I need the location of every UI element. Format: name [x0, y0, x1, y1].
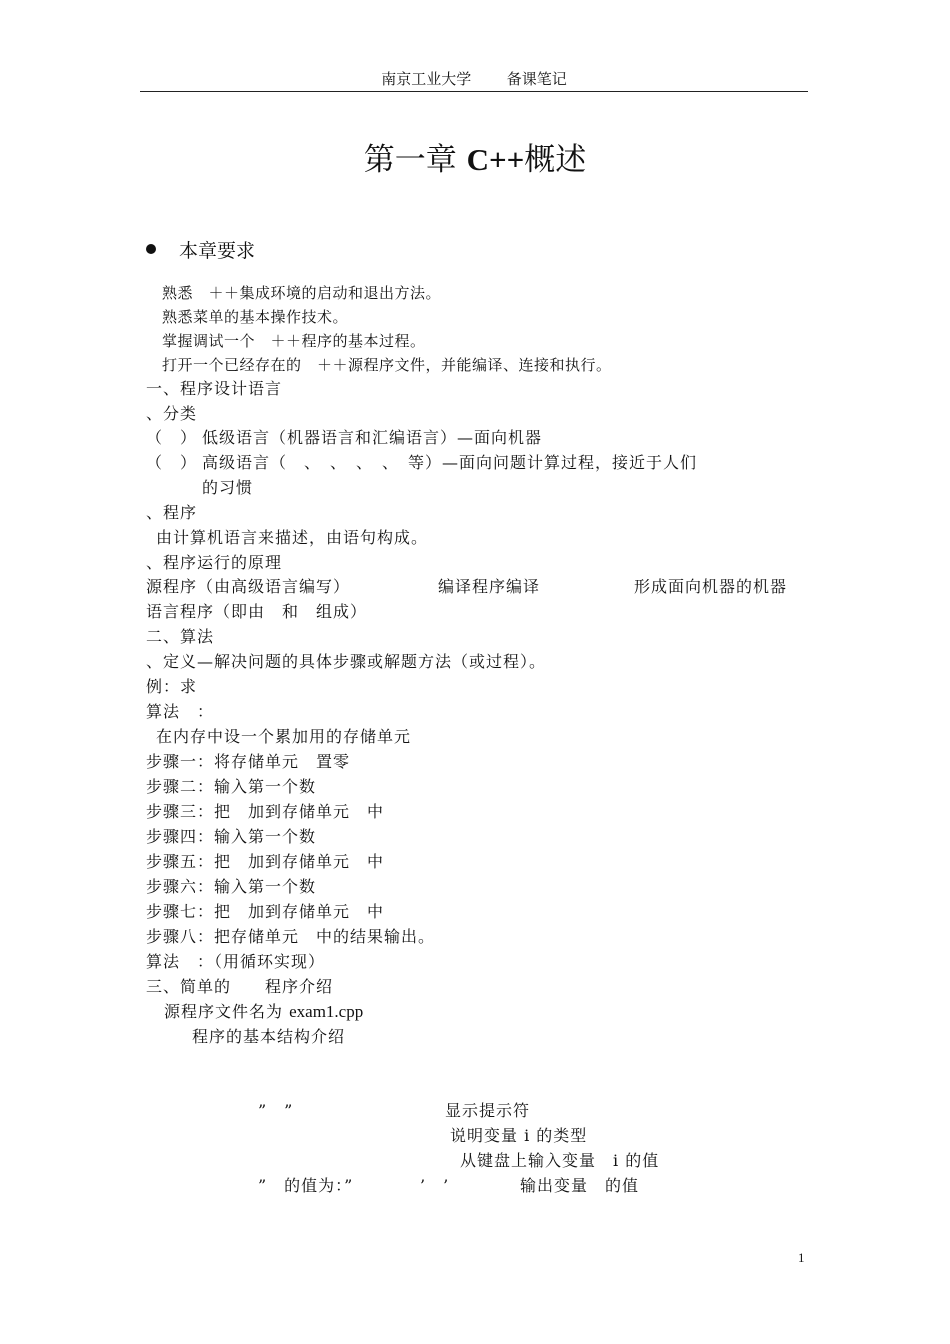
- step-item: 步骤五：把 加到存储单元 中: [146, 852, 385, 871]
- body-text: 语言程序（即由 和 组成）: [146, 602, 368, 621]
- body-text: 在内存中设一个累加用的存储单元: [156, 727, 412, 746]
- paren-marker: （ ）: [146, 428, 198, 447]
- body-text: 编译程序编译: [438, 577, 541, 596]
- body-text: 例：求: [146, 677, 198, 696]
- step-item: 步骤七：把 加到存储单元 中: [146, 902, 385, 921]
- code-comment: 输出变量 的值: [520, 1176, 640, 1195]
- heading-3: 三、简单的 程序介绍: [146, 977, 334, 996]
- heading-2: 二、算法: [146, 627, 215, 646]
- body-text: 形成面向机器的机器: [634, 577, 788, 596]
- body-text: 算法 ：（用循环实现）: [146, 952, 326, 971]
- requirement-item: 熟悉 ＋＋集成环境的启动和退出方法。: [162, 284, 442, 302]
- body-text: 算法 ：: [146, 702, 215, 721]
- body-text: 低级语言（机器语言和汇编语言）—面向机器: [202, 428, 543, 447]
- code-comment: 从键盘上输入变量 i 的值: [460, 1151, 660, 1170]
- body-text: 高级语言（ 、 、 、 、 等）—面向问题计算过程，接近于人们: [202, 453, 698, 472]
- source-file-name: exam1.cpp: [289, 1002, 364, 1021]
- code-comment: 显示提示符: [445, 1101, 531, 1120]
- chapter-title: [0, 134, 950, 179]
- section-heading-text: 本章要求: [179, 240, 256, 262]
- step-item: 步骤六：输入第一个数: [146, 877, 317, 896]
- header-rule: [140, 91, 808, 92]
- source-file-line: [164, 1002, 363, 1022]
- page-header: [140, 68, 808, 89]
- subheading: 、程序: [146, 503, 198, 522]
- body-text: 由计算机语言来描述，由语句构成。: [156, 528, 429, 547]
- requirement-item: 熟悉菜单的基本操作技术。: [162, 308, 349, 326]
- source-file-label: 源程序文件名为: [164, 1002, 284, 1021]
- subheading: 、定义—解决问题的具体步骤或解题方法（或过程）。: [146, 652, 547, 671]
- title-bold: C++: [466, 142, 525, 177]
- code-line: ” ”: [258, 1101, 294, 1120]
- step-item: 步骤一：将存储单元 置零: [146, 752, 351, 771]
- step-item: 步骤八：把存储单元 中的结果输出。: [146, 927, 436, 946]
- body-text: 源程序（由高级语言编写）: [146, 577, 351, 596]
- code-line: ” 的值为：”: [258, 1176, 354, 1195]
- requirement-item: 打开一个已经存在的 ＋＋源程序文件，并能编译、连接和执行。: [162, 356, 612, 374]
- body-text: 的习惯: [202, 478, 254, 497]
- title-prefix: 第一章: [363, 142, 467, 178]
- step-item: 步骤三：把 加到存储单元 中: [146, 802, 385, 821]
- step-item: 步骤四：输入第一个数: [146, 827, 317, 846]
- paren-marker: （ ）: [146, 453, 198, 472]
- code-line: ’ ’: [420, 1176, 450, 1195]
- header-subject: 备课笔记: [506, 70, 567, 88]
- page-number: 1: [798, 1250, 805, 1265]
- code-comment: 说明变量 i 的类型: [450, 1126, 588, 1145]
- step-item: 步骤二：输入第一个数: [146, 777, 317, 796]
- requirement-item: 掌握调试一个 ＋＋程序的基本过程。: [162, 332, 426, 350]
- subheading: 、分类: [146, 404, 198, 423]
- heading-1: 一、程序设计语言: [146, 379, 283, 398]
- header-school: 南京工业大学: [381, 70, 472, 88]
- subheading: 、程序运行的原理: [146, 553, 283, 572]
- title-suffix: 概述: [524, 142, 587, 178]
- body-text: 程序的基本结构介绍: [192, 1027, 346, 1046]
- bullet-icon: [146, 244, 156, 254]
